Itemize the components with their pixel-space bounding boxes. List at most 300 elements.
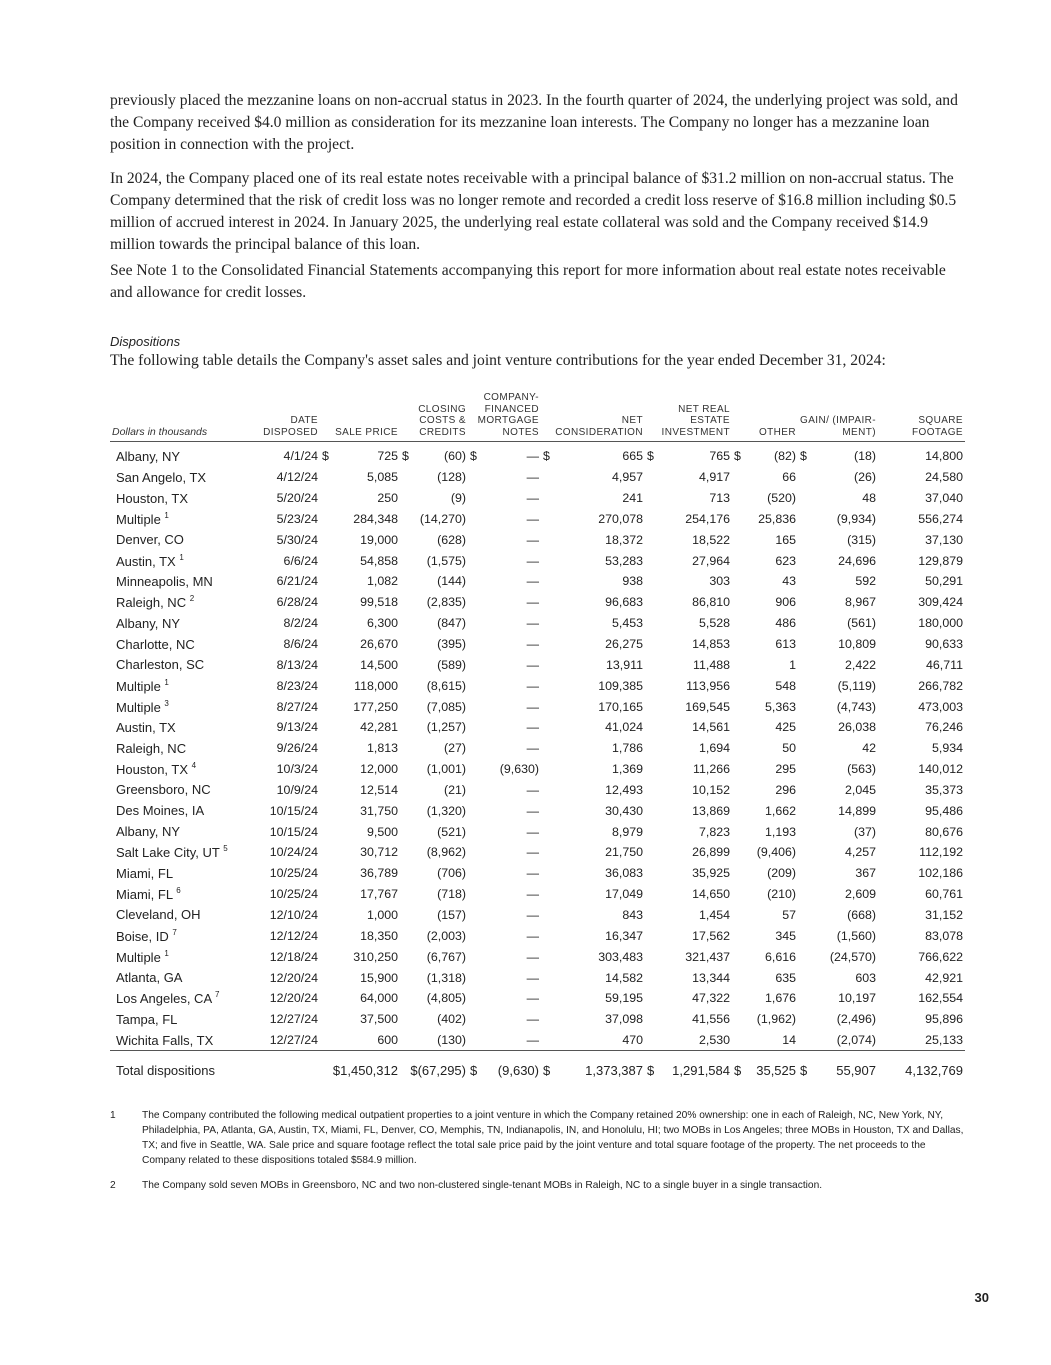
cell-value: 80,676 [925, 824, 963, 839]
cell-other [732, 946, 798, 967]
cell-value: 15,900 [360, 970, 398, 985]
cell-value: 12/20/24 [269, 970, 318, 985]
cell-sqft [878, 842, 965, 863]
cell-value: (27) [443, 741, 466, 756]
cell-other [732, 759, 798, 780]
cell-closing [400, 1030, 468, 1051]
location-cell [110, 654, 255, 675]
header-date: DATE DISPOSED [255, 392, 320, 442]
cell-other [732, 613, 798, 634]
cell-sqft [878, 759, 965, 780]
cell-value: (521) [437, 824, 466, 839]
cell-value: 10/15/24 [269, 824, 318, 839]
cell-value: 42 [862, 741, 876, 756]
cell-gain [798, 738, 878, 759]
location-cell [110, 842, 255, 863]
location-cell [110, 529, 255, 550]
cell-value: 162,554 [918, 991, 963, 1006]
footnote-text: The Company sold seven MOBs in Greensboro, NC and two non-clustered single-tenant MOBs in Raleigh, NC to a single buyer in a single transaction. [142, 1180, 823, 1191]
cell-value: 53,283 [605, 553, 643, 568]
cell-value: 8/27/24 [276, 699, 318, 714]
cell-value: (4,805) [426, 991, 466, 1006]
cell-sale-price [320, 634, 400, 655]
location-name: Albany, NY [116, 448, 181, 464]
cell-value: 725 [377, 449, 398, 464]
header-gain: GAIN/ (IMPAIR-MENT) [798, 392, 878, 442]
cell-value: 1,813 [366, 741, 398, 756]
cell-value: — [526, 699, 539, 714]
cell-gain [798, 529, 878, 550]
cell-value: — [526, 657, 539, 672]
cell-value: — [526, 449, 539, 464]
table-row [110, 550, 965, 571]
cell-value: 18,350 [360, 928, 398, 943]
location-name: Raleigh, NC [116, 740, 187, 756]
table-header [110, 392, 965, 442]
cell-value: 54,858 [360, 553, 398, 568]
cell-value: 8/23/24 [276, 678, 318, 693]
cell-date [255, 488, 320, 509]
location-cell [110, 634, 255, 655]
footnote-2 [110, 1178, 968, 1193]
cell-net-real-estate [645, 529, 732, 550]
cell-date [255, 634, 320, 655]
table-row [110, 717, 965, 738]
total-other: 35,525 [756, 1062, 796, 1078]
cell-mortgage [468, 654, 541, 675]
location-name: Minneapolis, MN [116, 573, 213, 589]
cell-gain [798, 863, 878, 884]
cell-mortgage [468, 905, 541, 926]
cell-value: 59,195 [605, 991, 643, 1006]
cell-value: 7,823 [698, 824, 730, 839]
cell-net-consideration [541, 634, 645, 655]
cell-gain [798, 467, 878, 488]
cell-net-real-estate [645, 988, 732, 1009]
cell-date [255, 967, 320, 988]
location-name: Austin, TX [116, 719, 176, 735]
cell-value: 270,078 [598, 511, 643, 526]
location-name: Albany, NY [116, 824, 181, 840]
cell-value: 102,186 [918, 866, 963, 881]
cell-net-consideration [541, 884, 645, 905]
cell-gain [798, 759, 878, 780]
cell-closing [400, 821, 468, 842]
cell-value: (395) [437, 637, 466, 652]
footnote-ref: 4 [191, 761, 197, 771]
cell-value: 6/21/24 [276, 574, 318, 589]
total-date [255, 1051, 320, 1086]
cell-value: 284,348 [353, 511, 398, 526]
cell-other [732, 571, 798, 592]
cell-value: 17,767 [360, 887, 398, 902]
cell-value: — [526, 907, 539, 922]
cell-date [255, 696, 320, 717]
cell-value: (9,934) [836, 511, 876, 526]
cell-net-consideration [541, 842, 645, 863]
cell-value: (9) [450, 491, 466, 506]
location-cell [110, 467, 255, 488]
currency-sign: $ [470, 449, 477, 464]
location-name: Boise, ID [116, 928, 169, 944]
cell-closing [400, 842, 468, 863]
cell-net-real-estate [645, 1009, 732, 1030]
cell-value: 2,530 [698, 1033, 730, 1048]
cell-value: 1,662 [764, 803, 796, 818]
cell-value: 90,633 [925, 637, 963, 652]
cell-value: 5,363 [764, 699, 796, 714]
cell-other [732, 634, 798, 655]
header-units: Dollars in thousands [110, 392, 255, 442]
cell-net-consideration [541, 509, 645, 530]
table-row [110, 467, 965, 488]
total-mortgage-cell [468, 1051, 541, 1086]
cell-date [255, 550, 320, 571]
cell-value: 938 [622, 574, 643, 589]
cell-date [255, 592, 320, 613]
currency-sign: $ [734, 449, 741, 464]
total-square-footage: 4,132,769 [878, 1051, 965, 1086]
cell-value: (1,962) [756, 1012, 796, 1027]
cell-other [732, 988, 798, 1009]
cell-value: 906 [775, 595, 796, 610]
cell-value: 13,869 [692, 803, 730, 818]
cell-value: 623 [775, 553, 796, 568]
location-name: Raleigh, NC [116, 595, 187, 611]
cell-value: 18,522 [692, 532, 730, 547]
cell-value: (144) [437, 574, 466, 589]
currency-sign: $ [800, 1062, 808, 1078]
cell-date [255, 884, 320, 905]
cell-value: (2,003) [426, 928, 466, 943]
cell-other [732, 738, 798, 759]
cell-closing [400, 696, 468, 717]
cell-sqft [878, 696, 965, 717]
table-total [110, 1051, 965, 1086]
cell-sale-price [320, 675, 400, 696]
location-name: Des Moines, IA [116, 803, 205, 819]
cell-gain [798, 696, 878, 717]
cell-value: 24,580 [925, 470, 963, 485]
cell-value: 24,696 [838, 553, 876, 568]
table-row [110, 780, 965, 801]
cell-sale-price [320, 1030, 400, 1051]
cell-closing [400, 675, 468, 696]
cell-value: 13,911 [606, 657, 643, 672]
cell-value: — [526, 741, 539, 756]
table-row [110, 884, 965, 905]
cell-value: (1,318) [426, 970, 466, 985]
cell-closing [400, 946, 468, 967]
footnote-ref: 6 [176, 886, 181, 896]
cell-value: 4,957 [611, 470, 643, 485]
cell-value: 303,483 [598, 949, 643, 964]
cell-value: 600 [377, 1033, 398, 1048]
cell-value: (82) [773, 449, 796, 464]
location-name: Multiple [116, 699, 161, 715]
cell-value: 95,486 [925, 803, 963, 818]
location-cell [110, 442, 255, 467]
cell-value: 48 [862, 491, 876, 506]
location-cell [110, 717, 255, 738]
page-number: 30 [974, 1290, 989, 1305]
cell-closing [400, 988, 468, 1009]
cell-gain [798, 675, 878, 696]
cell-value: 169,545 [685, 699, 730, 714]
cell-mortgage [468, 759, 541, 780]
currency-sign: $ [543, 1062, 551, 1078]
table-row [110, 1030, 965, 1051]
cell-value: 250 [377, 491, 398, 506]
cell-value: (2,074) [836, 1033, 876, 1048]
cell-net-consideration [541, 967, 645, 988]
cell-sqft [878, 442, 965, 467]
cell-value: 6/28/24 [276, 595, 318, 610]
cell-net-consideration [541, 571, 645, 592]
location-cell [110, 488, 255, 509]
cell-value: (128) [437, 470, 466, 485]
cell-value: (8,962) [426, 845, 466, 860]
cell-sale-price [320, 967, 400, 988]
cell-value: 12/10/24 [269, 907, 318, 922]
cell-sqft [878, 821, 965, 842]
cell-sqft [878, 1030, 965, 1051]
cell-value: 367 [855, 866, 876, 881]
location-name: Atlanta, GA [116, 970, 183, 986]
cell-net-real-estate [645, 550, 732, 571]
table-row [110, 738, 965, 759]
location-cell [110, 925, 255, 946]
cell-value: 18,372 [605, 532, 643, 547]
location-cell [110, 863, 255, 884]
location-cell [110, 946, 255, 967]
cell-net-real-estate [645, 613, 732, 634]
cell-gain [798, 988, 878, 1009]
cell-value: 14,582 [605, 970, 643, 985]
cell-value: 6/6/24 [283, 553, 318, 568]
cell-value: 6,616 [764, 949, 796, 964]
cell-value: 26,899 [692, 845, 730, 860]
cell-value: 31,750 [360, 803, 398, 818]
cell-mortgage [468, 613, 541, 634]
cell-net-real-estate [645, 592, 732, 613]
cell-mortgage [468, 571, 541, 592]
paragraph-see-note: See Note 1 to the Consolidated Financial Statements accompanying this report for more information about real estate notes receivable and allowance for credit losses. [110, 262, 946, 301]
cell-date [255, 509, 320, 530]
table-row [110, 800, 965, 821]
total-net-consideration-cell [541, 1051, 645, 1086]
cell-date [255, 571, 320, 592]
cell-value: — [526, 866, 539, 881]
cell-value: 30,712 [360, 845, 398, 860]
cell-value: — [526, 1033, 539, 1048]
location-cell [110, 759, 255, 780]
table-row [110, 675, 965, 696]
cell-gain [798, 509, 878, 530]
cell-value: 165 [775, 532, 796, 547]
cell-value: 5,934 [931, 741, 963, 756]
cell-value: 42,921 [925, 970, 963, 985]
cell-sale-price [320, 863, 400, 884]
cell-sqft [878, 738, 965, 759]
cell-net-consideration [541, 863, 645, 884]
cell-mortgage [468, 1030, 541, 1051]
cell-value: 613 [775, 637, 796, 652]
cell-closing [400, 550, 468, 571]
section-title: Dispositions [110, 334, 181, 349]
cell-value: 2,609 [844, 887, 876, 902]
cell-mortgage [468, 1009, 541, 1030]
cell-mortgage [468, 800, 541, 821]
cell-mortgage [468, 592, 541, 613]
location-name: Multiple [116, 511, 161, 527]
cell-net-consideration [541, 988, 645, 1009]
cell-sale-price [320, 550, 400, 571]
cell-value: (628) [437, 532, 466, 547]
cell-value: 36,083 [605, 866, 643, 881]
table-row [110, 571, 965, 592]
cell-value: 19,000 [360, 532, 398, 547]
cell-value: 129,879 [918, 553, 963, 568]
cell-value: 1,676 [764, 991, 796, 1006]
cell-value: (706) [437, 866, 466, 881]
cell-net-consideration [541, 905, 645, 926]
cell-value: 592 [855, 574, 876, 589]
cell-sale-price [320, 717, 400, 738]
cell-net-real-estate [645, 905, 732, 926]
cell-value: 13,344 [692, 970, 730, 985]
cell-value: 96,683 [605, 595, 643, 610]
cell-gain [798, 571, 878, 592]
cell-value: 99,518 [360, 595, 398, 610]
location-name: San Angelo, TX [116, 469, 207, 485]
cell-net-real-estate [645, 821, 732, 842]
cell-value: 17,562 [692, 928, 730, 943]
cell-sale-price [320, 780, 400, 801]
cell-sqft [878, 925, 965, 946]
cell-net-real-estate [645, 654, 732, 675]
cell-value: 41,556 [692, 1012, 730, 1027]
currency-sign: $ [470, 1062, 478, 1078]
location-cell [110, 800, 255, 821]
cell-value: (1,560) [836, 928, 876, 943]
cell-mortgage [468, 780, 541, 801]
footnote-ref: 7 [215, 990, 220, 1000]
cell-mortgage [468, 488, 541, 509]
cell-net-consideration [541, 821, 645, 842]
location-name: Cleveland, OH [116, 907, 201, 923]
cell-gain [798, 925, 878, 946]
cell-other [732, 509, 798, 530]
cell-value: 30,430 [605, 803, 643, 818]
table-row [110, 696, 965, 717]
cell-value: (668) [847, 907, 876, 922]
cell-mortgage [468, 634, 541, 655]
cell-net-real-estate [645, 800, 732, 821]
cell-value: — [526, 470, 539, 485]
cell-value: 2,422 [844, 657, 876, 672]
cell-value: — [526, 511, 539, 526]
footnote-ref: 5 [223, 844, 228, 854]
location-cell [110, 696, 255, 717]
cell-net-consideration [541, 592, 645, 613]
cell-other [732, 717, 798, 738]
cell-sqft [878, 529, 965, 550]
cell-mortgage [468, 821, 541, 842]
cell-value: (520) [767, 491, 796, 506]
cell-gain [798, 488, 878, 509]
cell-value: 10/25/24 [269, 866, 318, 881]
cell-value: (6,767) [426, 949, 466, 964]
cell-value: — [526, 637, 539, 652]
cell-value: 1,000 [366, 907, 398, 922]
cell-mortgage [468, 717, 541, 738]
total-net-real-estate-cell [645, 1051, 732, 1086]
cell-value: (18) [853, 449, 876, 464]
table-body [110, 442, 965, 1051]
cell-value: 26,275 [605, 637, 643, 652]
cell-gain [798, 905, 878, 926]
cell-sqft [878, 863, 965, 884]
cell-value: (60) [443, 449, 466, 464]
cell-value: — [526, 595, 539, 610]
total-net-consideration: 1,373,387 [585, 1062, 643, 1078]
cell-value: 9/13/24 [276, 720, 318, 735]
cell-value: 8,967 [844, 595, 876, 610]
cell-mortgage [468, 509, 541, 530]
table-row [110, 1009, 965, 1030]
cell-gain [798, 1030, 878, 1051]
location-cell [110, 592, 255, 613]
cell-value: (561) [847, 616, 876, 631]
cell-value: 14,650 [692, 887, 730, 902]
cell-value: 14,561 [692, 720, 730, 735]
cell-value: — [526, 928, 539, 943]
cell-net-consideration [541, 654, 645, 675]
cell-value: 26,038 [838, 720, 876, 735]
cell-closing [400, 488, 468, 509]
cell-closing [400, 967, 468, 988]
cell-value: 180,000 [918, 616, 963, 631]
paragraph-mezzanine: previously placed the mezzanine loans on non-accrual status in 2023. In the fourth quarter of 2024, the underlying project was sold, and the Company received $4.0 million as consideration for its mezzanine loan interests. The Company no longer has a mezzanine loan position in connection with the project. [110, 92, 958, 153]
header-square-footage: SQUARE FOOTAGE [878, 392, 965, 442]
cell-mortgage [468, 696, 541, 717]
cell-date [255, 613, 320, 634]
cell-sqft [878, 800, 965, 821]
cell-closing [400, 442, 468, 467]
cell-value: 309,424 [918, 595, 963, 610]
cell-closing [400, 634, 468, 655]
cell-value: (1,320) [426, 803, 466, 818]
cell-value: (14,270) [419, 511, 466, 526]
cell-other [732, 488, 798, 509]
cell-sale-price [320, 925, 400, 946]
location-cell [110, 905, 255, 926]
cell-value: 41,024 [605, 720, 643, 735]
location-name: Miami, FL [116, 887, 173, 903]
cell-value: 10/25/24 [269, 887, 318, 902]
cell-other [732, 654, 798, 675]
cell-sqft [878, 571, 965, 592]
header-other: OTHER [732, 392, 798, 442]
cell-value: 9,500 [366, 824, 398, 839]
cell-date [255, 654, 320, 675]
cell-value: (563) [847, 762, 876, 777]
cell-sale-price [320, 884, 400, 905]
cell-value: 8,979 [611, 824, 643, 839]
cell-gain [798, 613, 878, 634]
cell-date [255, 529, 320, 550]
